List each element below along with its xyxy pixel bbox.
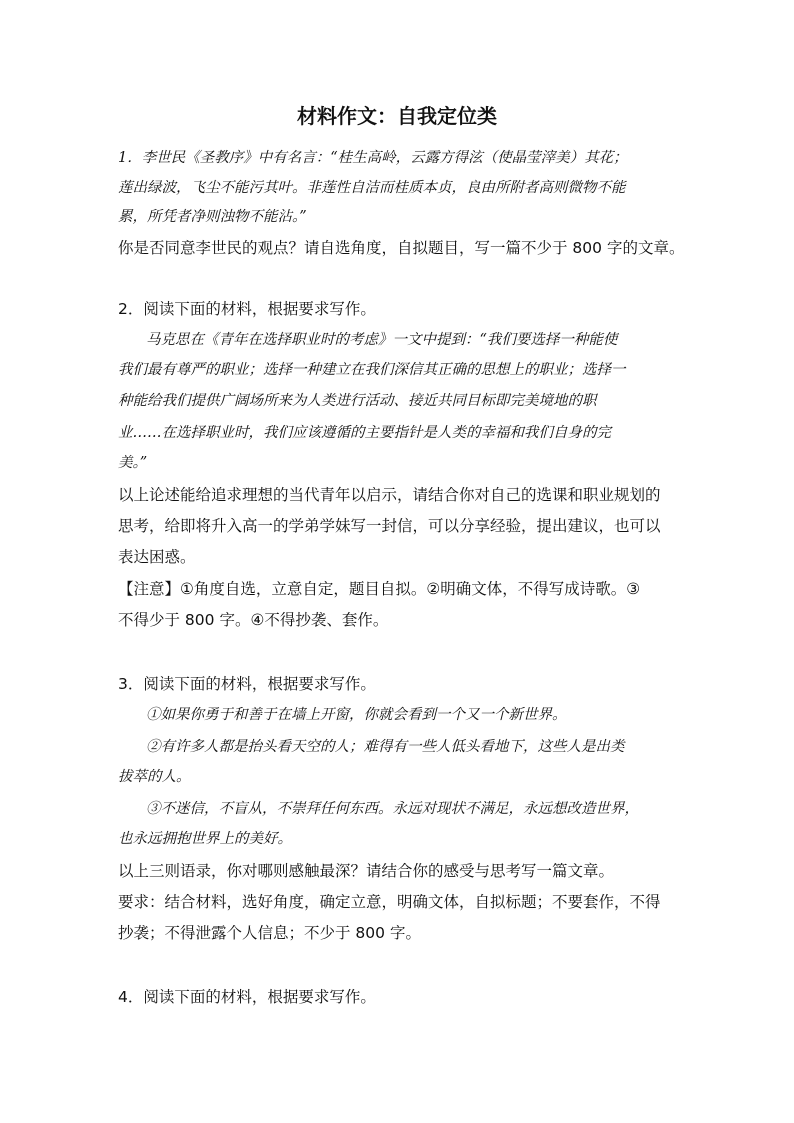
q2-prompt-line-1: 以上论述能给追求理想的当代青年以启示，请结合你对自己的选课和职业规划的 [118,486,661,504]
q2-prompt-line-2: 思考，给即将升入高一的学弟学妹写一封信，可以分享经验，提出建议，也可以 [118,517,661,535]
q3-heading: 3．阅读下面的材料，根据要求写作。 [118,675,376,693]
q3-quote-3-line-1: ③不迷信，不盲从，不崇拜任何东西。永远对现状不满足，永远想改造世界， [146,801,639,817]
q3-prompt-line-3: 抄袭；不得泄露个人信息；不少于 800 字。 [118,924,421,942]
q3-prompt-line-2: 要求：结合材料，选好角度，确定立意，明确文体，自拟标题；不要套作，不得 [118,893,661,911]
q3-quote-2-line-2: 拔萃的人。 [118,769,191,785]
q2-material-line-4: 业……在选择职业时，我们应该遵循的主要指针是人类的幸福和我们自身的完 [118,425,611,441]
q3-quote-2-line-1: ②有许多人都是抬头看天空的人；难得有一些人低头看地下，这些人是出类 [146,739,625,755]
q2-material-line-2: 我们最有尊严的职业；选择一种建立在我们深信其正确的思想上的职业；选择一 [118,362,626,378]
q2-note-line-1: 【注意】①角度自选，立意自定，题目自拟。②明确文体，不得写成诗歌。③ [118,580,641,598]
q2-note-line-2: 不得少于 800 字。④不得抄袭、套作。 [118,611,389,629]
q2-material-line-5: 美。” [118,455,148,471]
q2-material-line-1: 马克思在《青年在选择职业时的考虑》一文中提到：“我们要选择一种能使 [146,332,618,348]
q2-heading: 2．阅读下面的材料，根据要求写作。 [118,300,376,318]
q3-prompt-line-1: 以上三则语录，你对哪则感触最深？请结合你的感受与思考写一篇文章。 [118,862,615,880]
q3-quote-1: ①如果你勇于和善于在墙上开窗，你就会看到一个又一个新世界。 [146,707,567,723]
q1-prompt: 你是否同意李世民的观点？请自选角度，自拟题目，写一篇不少于 800 字的文章。 [118,239,685,257]
q2-material-line-3: 种能给我们提供广阔场所来为人类进行活动、接近共同目标即完美境地的职 [118,393,597,409]
q4-heading: 4．阅读下面的材料，根据要求写作。 [118,988,376,1006]
q1-material-line-1: 1．李世民《圣教序》中有名言：“桂生高岭，云露方得泫（使晶莹滓美）其花； [118,150,628,166]
q1-material-line-3: 累，所凭者净则浊物不能沾。” [118,209,307,225]
page-title: 材料作文：自我定位类 [297,104,497,128]
q3-quote-3-line-2: 也永远拥抱世界上的美好。 [118,831,292,847]
q2-prompt-line-3: 表达困惑。 [118,548,196,566]
q1-material-line-2: 莲出绿波，飞尘不能污其叶。非莲性自洁而桂质本贞，良由所附者高则微物不能 [118,180,626,196]
